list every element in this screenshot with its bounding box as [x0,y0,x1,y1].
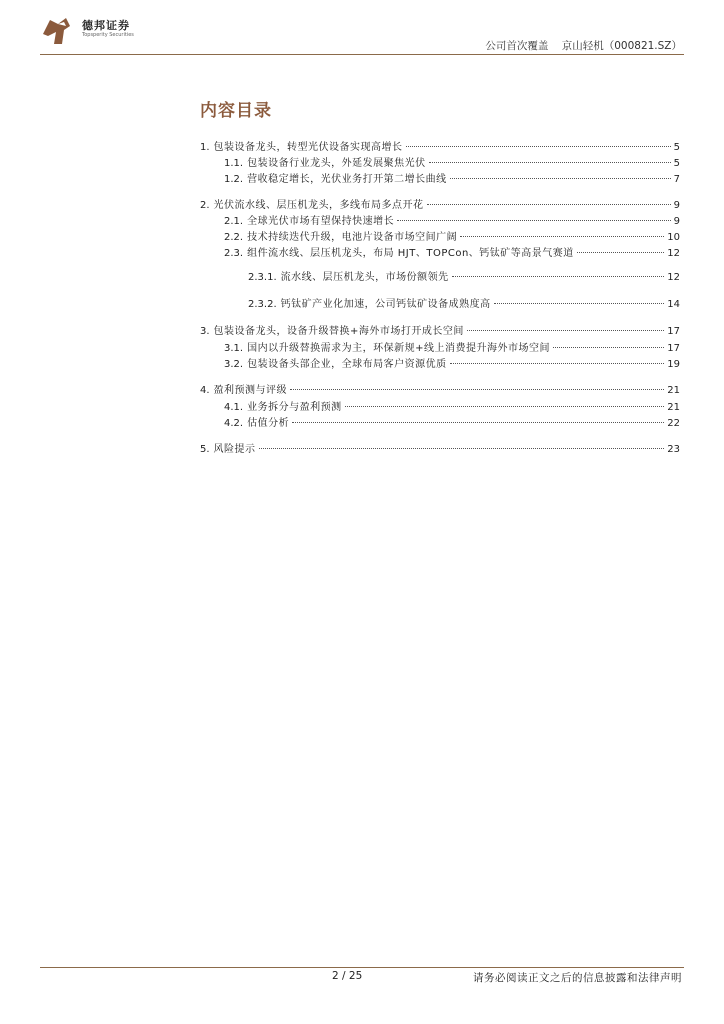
toc-entry-text: 包装设备龙头，设备升级替换+海外市场打开成长空间 [213,326,464,337]
toc-entry-number: 4.1. [224,402,244,413]
toc-entry-text: 组件流水线、层压机龙头，布局 HJT、TOPCon、钙钛矿等高景气赛道 [247,248,574,259]
toc-entry-number: 4.2. [224,418,244,429]
toc-leader-dots [494,303,665,304]
toc-leader-dots [553,347,664,348]
toc-entry-number: 4. [200,385,210,396]
toc-entry-number: 1.2. [224,174,244,185]
toc-entry-page: 10 [667,232,680,243]
toc-entry-text: 技术持续迭代升级，电池片设备市场空间广阔 [247,232,458,243]
toc-entry-2-3-1[interactable] [248,268,680,283]
logo-text-en: Topsperity Securities [82,32,134,38]
toc-entry-page: 17 [667,343,680,354]
toc-entry-4-2[interactable] [224,414,680,429]
logo-mark-icon [40,14,74,48]
toc-entry-number: 1.1. [224,158,244,169]
toc-entry-page: 21 [667,385,680,396]
toc-entry-3[interactable] [200,322,680,337]
header-divider [40,54,684,55]
toc-entry-number: 2.3.2. [248,299,277,310]
company-name: 京山轻机（000821.SZ） [561,40,682,52]
toc-entry-3-1[interactable] [224,339,680,354]
toc-entry-page: 14 [667,299,680,310]
toc-entry-text: 流水线、层压机龙头，市场份额领先 [280,272,449,283]
toc-entry-page: 22 [667,418,680,429]
toc-entry-page: 17 [667,326,680,337]
toc-entry-1-2[interactable] [224,170,680,185]
toc-entry-2-2[interactable] [224,228,680,243]
toc-leader-dots [577,252,664,253]
toc-entry-page: 23 [667,444,680,455]
toc-entry-2[interactable] [200,196,680,211]
toc-leader-dots [452,276,665,277]
toc-entry-number: 2.1. [224,216,244,227]
toc-entry-text: 国内以升级替换需求为主，环保新规+线上消费提升海外市场空间 [247,343,550,354]
toc-leader-dots [450,178,671,179]
toc-entry-2-3[interactable] [224,244,680,259]
logo-text-cn: 德邦证券 [82,19,130,32]
toc-entry-number: 3.2. [224,359,244,370]
toc-entry-text: 全球光伏市场有望保持快速增长 [247,216,395,227]
toc-entry-number: 3.1. [224,343,244,354]
legal-disclaimer: 请务必阅读正文之后的信息披露和法律声明 [473,972,682,984]
toc-leader-dots [427,204,671,205]
toc-leader-dots [345,406,665,407]
toc-entry-5[interactable] [200,440,680,455]
toc-leader-dots [406,146,671,147]
toc-entry-page: 9 [673,200,680,211]
toc-entry-number: 3. [200,326,210,337]
toc-entry-page: 12 [667,272,680,283]
toc-title: 内容目录 [200,101,272,121]
toc-entry-text: 业务拆分与盈利预测 [247,402,342,413]
toc-entry-2-3-2[interactable] [248,295,680,310]
toc-entry-text: 包装设备行业龙头，外延发展聚焦光伏 [247,158,426,169]
toc-entry-page: 7 [673,174,680,185]
toc-leader-dots [460,236,664,237]
company-logo [40,14,160,50]
toc-entry-number: 2.2. [224,232,244,243]
header-info [485,38,682,53]
page-header [0,0,724,60]
toc-entry-text: 包装设备头部企业，全球布局客户资源优质 [247,359,447,370]
toc-entry-number: 1. [200,142,210,153]
toc-entry-1[interactable] [200,138,680,153]
toc-entry-page: 9 [673,216,680,227]
page-number: 2 / 25 [332,970,363,982]
toc-entry-4[interactable] [200,381,680,396]
toc-entry-text: 风险提示 [213,444,256,455]
toc-leader-dots [450,363,665,364]
toc-entry-text: 盈利预测与评级 [213,385,288,396]
toc-entry-number: 2.3.1. [248,272,277,283]
toc-entry-number: 2.3. [224,248,244,259]
footer-divider [40,967,684,968]
toc-entry-number: 2. [200,200,210,211]
toc-leader-dots [429,162,671,163]
toc-entry-text: 光伏流水线、层压机龙头，多线布局多点开花 [213,200,424,211]
toc-entry-text: 营收稳定增长，光伏业务打开第二增长曲线 [247,174,447,185]
toc-entry-text: 估值分析 [247,418,290,429]
toc-entry-page: 5 [673,142,680,153]
toc-entry-text: 包装设备龙头，转型光伏设备实现高增长 [213,142,403,153]
toc-leader-dots [290,389,664,390]
toc-entry-1-1[interactable] [224,154,680,169]
report-type: 公司首次覆盖 [485,40,549,52]
toc-entry-text: 钙钛矿产业化加速，公司钙钛矿设备成熟度高 [280,299,491,310]
toc-entry-page: 19 [667,359,680,370]
toc-leader-dots [397,220,671,221]
toc-entry-number: 5. [200,444,210,455]
toc-entry-page: 5 [673,158,680,169]
toc-entry-3-2[interactable] [224,355,680,370]
toc-entry-4-1[interactable] [224,398,680,413]
toc-entry-page: 12 [667,248,680,259]
toc-leader-dots [292,422,664,423]
toc-entry-2-1[interactable] [224,212,680,227]
toc-entry-page: 21 [667,402,680,413]
toc-leader-dots [259,448,665,449]
toc-leader-dots [467,330,664,331]
